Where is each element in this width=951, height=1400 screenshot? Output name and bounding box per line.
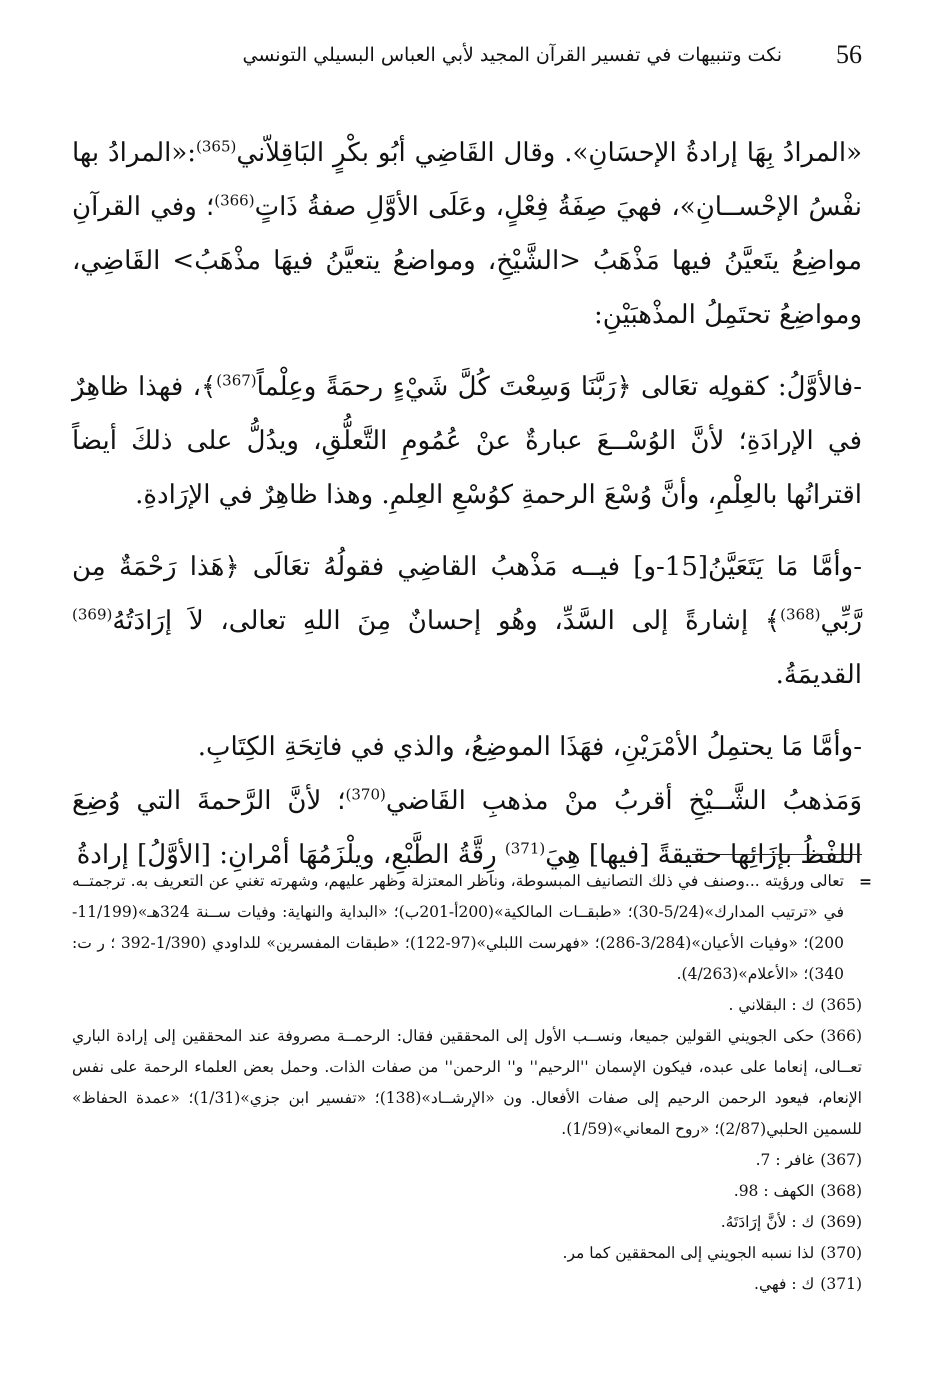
paragraph-text: وَمَذهبُ الشَّــيْخِ أقربُ منْ مذهبِ القَاضي: [385, 786, 862, 816]
paragraph-text: القديمَةُ.: [775, 660, 862, 690]
paragraph-text: -وأمَّا مَا يَتَعَيَّنُ[15-و] فيــه مَذْهبُ القاضِي فقولُهُ تعَالَى ﴿هَذا رَحْمَةٌ مِن رَّبِّي: [72, 552, 863, 636]
paragraph-1: [72, 126, 862, 342]
footnote-item: [72, 1176, 862, 1207]
footnote-item: [72, 1021, 862, 1145]
footnote-number: (365): [820, 996, 862, 1014]
main-text: [72, 126, 862, 882]
footnote-item: [72, 1207, 862, 1238]
paragraph-2: [72, 360, 862, 522]
footnote-number: (368): [820, 1182, 862, 1200]
paragraph-text: «المرادُ بِهَا إرادةُ الإحسَانِ». وقال القَاضِي أبُو بكْرٍ البَاقِلاّني: [236, 138, 862, 168]
paragraph-text: ﴾، فهذا ظاهِرٌ في الإرادَةِ؛ لأنَّ الوُسْــعَ عبارةٌ عنْ عُمُومِ التَّعلُّقِ، ويدُلُّ على ذلكَ أيضاً اقترانُها بالعِلْمِ، وأنَّ وُسْعَ الرحمةِ كوُسْعِ العِلمِ. وهذا ظاهِرٌ في الإرَادةِ.: [72, 372, 862, 510]
paragraph-text: :«المرادُ بها نفْسُ الإحْســانِ»، فهيَ صِفَةُ فِعْلٍ، وعَلَى الأوَّلِ صفةُ ذَاتٍ: [72, 138, 862, 222]
footnote-text: ك : البقلاني .: [728, 996, 815, 1014]
footnote-number: (369): [820, 1213, 862, 1231]
footnote-ref-370[interactable]: (370): [345, 785, 386, 804]
paragraph-text: ؛ لأنَّ الرَّحمةَ التي وُضِعَ اللفْظُ بإزَائِها حقيقةً [فيها] هِيَ: [72, 786, 862, 870]
paragraph-text: رِقَّةُ الطَّبْعِ، ويلْزَمُهَا أمْرانِ: [الأوَّلُ] إرادةُ: [76, 840, 505, 870]
footnote-number: (370): [820, 1244, 862, 1262]
paragraph-text: ﴾ إشارةً إلى السَّدِّ، وهُو إحسانٌ مِنَ اللهِ تعالى، لاَ إرَادَتُهُ: [112, 606, 781, 636]
running-header: [72, 36, 862, 76]
footnote-item: [72, 1238, 862, 1269]
footnote-ref-369[interactable]: (369): [72, 605, 113, 624]
footnote-number: (371): [820, 1275, 862, 1293]
footnote-text: الكهف : 98.: [733, 1182, 815, 1200]
footnote-list: [72, 990, 862, 1300]
footnote-item: [72, 1145, 862, 1176]
footnote-text: ك : لأنَّ إرَادَتَهُ.: [720, 1213, 815, 1231]
footnote-separator: [692, 854, 862, 855]
paragraph-3: [72, 540, 862, 702]
footnote-text: لذا نسبه الجويني إلى المحققين كما مر.: [562, 1244, 815, 1262]
footnote-ref-368[interactable]: (368): [780, 605, 821, 624]
footnote-number: (366): [820, 1027, 862, 1045]
footnote-item: [72, 990, 862, 1021]
footnote-ref-371[interactable]: (371): [504, 839, 546, 858]
footnote-ref-367[interactable]: (367): [216, 371, 257, 390]
footnote-ref-365[interactable]: (365): [196, 137, 237, 156]
footnote-ref-366[interactable]: (366): [214, 191, 255, 210]
paragraph-text: -فالأوَّلُ: كقولِه تعَالى ﴿رَبَّنَا وَسِعْتَ كُلَّ شَيْءٍ رحمَةً وعِلْماً: [256, 372, 862, 402]
footnote-text: ك : فهي.: [754, 1275, 815, 1293]
footnote-continuation: [72, 866, 872, 990]
footnote-number: (367): [820, 1151, 862, 1169]
continuation-mark: =: [859, 872, 872, 891]
footnotes: [72, 866, 872, 1300]
running-title: نكت وتنبيهات في تفسير القرآن المجيد لأبي العباس البسيلي التونسي: [242, 44, 782, 66]
footnote-continuation-text: تعالى ورؤيته ...وصنف في ذلك التصانيف المبسوطة، وناظر المعتزلة وظهر عليهم، وشهرته تغني عن التعريف به. ترجمتــه في «ترتيب المدارك»(5/24-30)؛ «طبقــات المالكية»(200أ-201ب)؛ «البداية والنهاية: وفيات ســنة 324هـ»(11/199-200)؛ «وفيات الأعيان»(3/284-286)؛ «فهرست اللبلي»(97-122)؛ «طبقات المفسرين» للداودي (1/390-392 ؛ ر ت: 340)؛ «الأعلام»(4/263).: [72, 872, 845, 983]
paragraph-4: -وأمَّا مَا يحتمِلُ الأمْرَيْنِ، فهَذَا الموضِعُ، والذي في فاتِحَةِ الكِتَابِ.: [197, 732, 862, 762]
book-page: [72, 36, 872, 1376]
footnote-text: غافر : 7.: [755, 1151, 815, 1169]
page-number: 56: [836, 40, 862, 69]
footnote-text: حكى الجويني القولين جميعا، ونســب الأول إلى المحققين فقال: الرحمــة مصروفة عند المحققين إلى إرادة الباري تعــالى، إنعاما على عبده، فيكون الإسمان ''الرحيم'' و'' الرحمن'' من صفات الذات. وحمل بعض العلماء الرحمة على نفس الإنعام، فيعود الرحمن الرحيم إلى صفات الأفعال. ون «الإرشــاد»(138)؛ «تفسير ابن جزي»(1/31)؛ «عمدة الحفاظ» للسمين الحلبي(2/87)؛ «روح المعاني»(1/59).: [72, 1027, 862, 1138]
paragraph-text: ؛ وفي القرآنِ مواضِعُ يتَعيَّنُ فيها مَذْهَبُ <الشَّيْخِ، ومواضعُ يتعيَّنُ فيهَا مذْهَبُ> القَاضِي، ومواضِعُ تحتَمِلُ المذْهبَيْنِ:: [72, 192, 862, 330]
footnote-item: [72, 1269, 862, 1300]
